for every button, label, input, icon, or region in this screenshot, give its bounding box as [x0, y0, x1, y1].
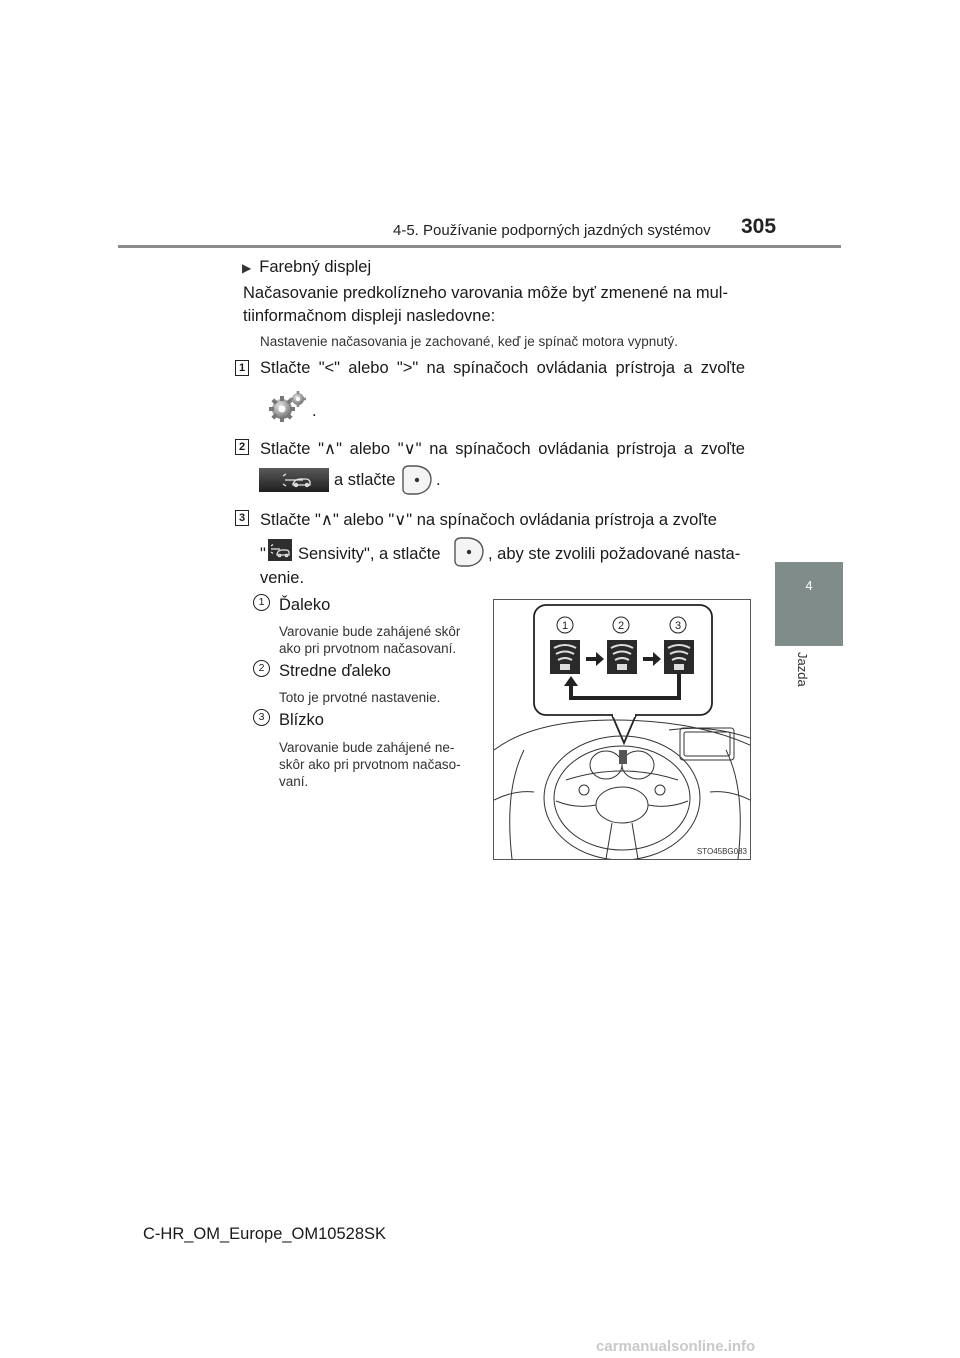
- pcs-icon: [268, 539, 292, 566]
- section-title: 4-5. Používanie podporných jazdných systémov: [393, 222, 711, 239]
- chapter-number: 4: [805, 578, 813, 593]
- step-3-line-3: venie.: [260, 569, 305, 587]
- step-3-line-2-end: , aby ste zvolili požadované nasta-: [488, 545, 741, 563]
- timing-screen-mid-icon: [607, 640, 637, 674]
- subheading: [242, 254, 371, 281]
- option-1-title: Ďaleko: [279, 596, 331, 614]
- enter-button-icon: [451, 536, 485, 573]
- option-3-desc-line-3: vaní.: [279, 774, 309, 789]
- document-id: C-HR_OM_Europe_OM10528SK: [143, 1225, 387, 1243]
- option-3-title: Blízko: [279, 711, 324, 729]
- chapter-label: [788, 652, 828, 694]
- option-1-desc-line-1: Varovanie bude zahájené skôr: [279, 624, 461, 639]
- timing-screen-near-icon: [664, 640, 694, 674]
- option-3-desc-line-1: Varovanie bude zahájené ne-: [279, 740, 455, 755]
- option-2-desc-line-1: Toto je prvotné nastavenie.: [279, 690, 441, 705]
- step-number-3: 3: [235, 510, 249, 526]
- triangle-bullet-icon: ▶: [242, 261, 252, 275]
- subheading-text: Farebný displej: [259, 258, 372, 276]
- enter-button-icon: [399, 464, 433, 501]
- chapter-tab: [775, 562, 843, 646]
- step-3-quote: ": [260, 545, 266, 563]
- step-1-line-1: Stlačte "<" alebo ">" na spínačoch ovládania prístroja a zvoľte: [260, 359, 745, 377]
- step-1-line-2: .: [312, 402, 317, 420]
- option-1-desc-line-2: ako pri prvotnom načasovaní.: [279, 641, 457, 656]
- step-2-line-2-end: .: [436, 471, 441, 489]
- watermark: carmanualsonline.info: [596, 1338, 756, 1355]
- figure-label-1: 1: [561, 620, 569, 632]
- option-2-title: Stredne ďaleko: [279, 662, 391, 680]
- step-number-1: 1: [235, 360, 249, 376]
- figure-label-3: 3: [674, 620, 682, 632]
- note-text: Nastavenie načasovania je zachované, keď je spínač motora vypnutý.: [260, 334, 679, 349]
- header-divider: [118, 245, 841, 248]
- figure-code: STO45BG083: [696, 847, 747, 856]
- step-2-line-1: Stlačte "∧" alebo "∨" na spínačoch ovládania prístroja a zvoľte: [260, 440, 745, 458]
- intro-line-1: Načasovanie predkolízneho varovania môže byť zmenené na mul-: [243, 284, 728, 302]
- page-number: 305: [741, 215, 777, 238]
- step-3-line-2: Sensivity", a stlačte: [298, 545, 441, 563]
- option-3-desc-line-2: skôr ako pri prvotnom načaso-: [279, 757, 461, 772]
- intro-line-2: tiinformačnom displeji nasledovne:: [243, 307, 496, 325]
- settings-gear-icon: [268, 389, 308, 428]
- timing-screen-far-icon: [550, 640, 580, 674]
- step-2-line-2: a stlačte: [334, 471, 396, 489]
- figure-label-2: 2: [617, 620, 625, 632]
- step-3-line-1: Stlačte "∧" alebo "∨" na spínačoch ovládania prístroja a zvoľte: [260, 511, 717, 529]
- illustration-figure: [493, 599, 751, 860]
- option-number-1: 1: [253, 594, 270, 611]
- steering-wheel-illustration: [494, 600, 750, 859]
- step-number-2: 2: [235, 439, 249, 455]
- option-number-3: 3: [253, 709, 270, 726]
- pcs-menu-icon: [259, 468, 329, 497]
- option-number-2: 2: [253, 660, 270, 677]
- chapter-label-text: Jazda: [795, 652, 810, 687]
